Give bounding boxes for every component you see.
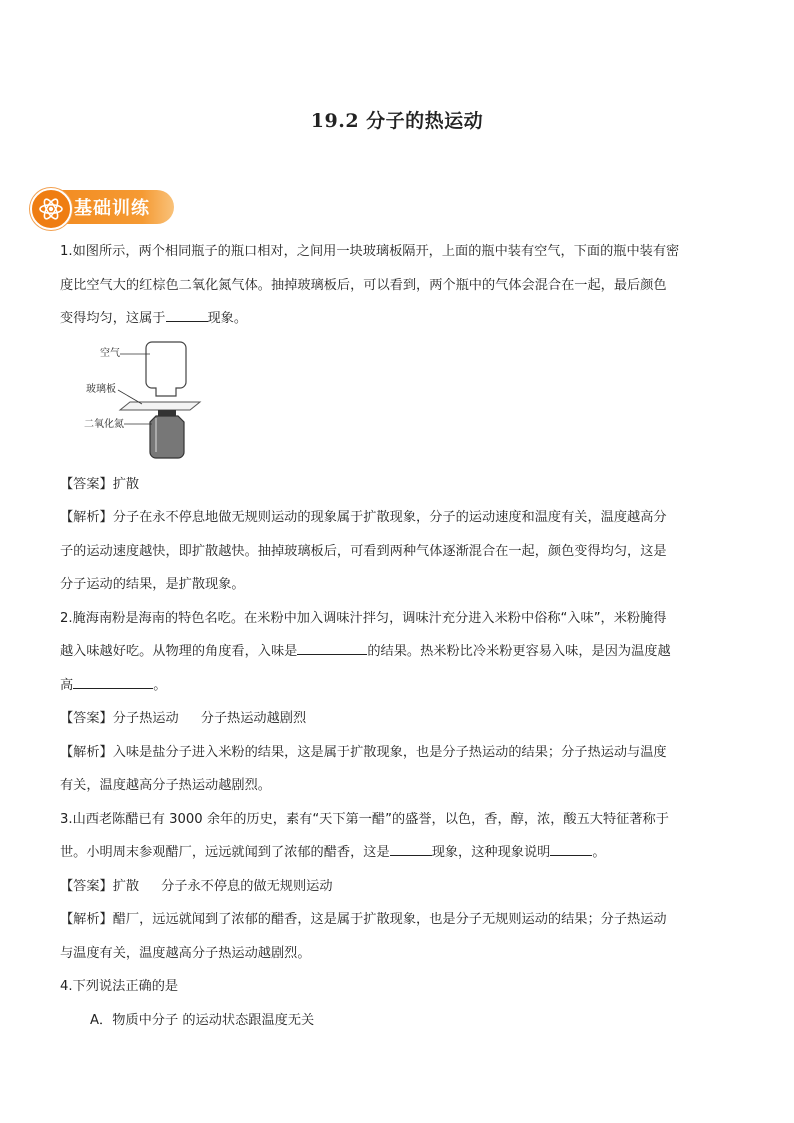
question-1-answer: 【答案】扩散 bbox=[60, 476, 140, 492]
section-banner bbox=[30, 188, 175, 228]
figure-label-no2: 二氧化氮 bbox=[84, 418, 124, 430]
question-3-line-2: 世。小明周末参观醋厂，远远就闻到了浓郁的醋香，这是 现象，这种现象说明 。 bbox=[60, 836, 730, 870]
question-3-answer: 【答案】扩散 分子永不停息的做无规则运动 bbox=[60, 878, 333, 894]
answer-blank bbox=[166, 303, 208, 322]
question-2-line-2: 越入味越好吃。从物理的角度看，入味是 的结果。热米粉比冷米粉更容易入味，是因为温度越 bbox=[60, 635, 730, 669]
question-1-analysis-3: 分子运动的结果，是扩散现象。 bbox=[60, 577, 245, 592]
section-label: 基础训练 bbox=[74, 198, 150, 219]
answer-blank bbox=[390, 837, 432, 856]
question-1-line-3: 变得均匀，这属于 现象。 bbox=[60, 302, 730, 336]
question-1-line-1: 1.如图所示，两个相同瓶子的瓶口相对，之间用一块玻璃板隔开，上面的瓶中装有空气，下面的瓶中装有密 bbox=[60, 244, 680, 259]
atom-icon bbox=[30, 188, 72, 230]
answer-blank bbox=[73, 670, 153, 689]
question-1-analysis-1: 【解析】分子在永不停息地做无规则运动的现象属于扩散现象，分子的运动速度和温度有关，温度越高分 bbox=[60, 510, 667, 525]
figure-label-air: 空气 bbox=[100, 347, 120, 359]
question-3-analysis-1: 【解析】醋厂，远远就闻到了浓郁的醋香，这是属于扩散现象，也是分子无规则运动的结果；分子热运动 bbox=[60, 912, 667, 927]
question-2-answer: 【答案】分子热运动 分子热运动越剧烈 bbox=[60, 711, 307, 726]
answer-blank bbox=[550, 837, 592, 856]
question-2-line-1: 2.腌海南粉是海南的特色名吃。在米粉中加入调味汁拌匀，调味汁充分进入米粉中俗称“入味”，米粉腌得 bbox=[60, 610, 667, 626]
question-3-analysis-2: 与温度有关，温度越高分子热运动越剧烈。 bbox=[60, 945, 311, 961]
answer-blank bbox=[297, 636, 367, 655]
bottles-figure bbox=[60, 336, 730, 468]
exercise-content bbox=[60, 235, 730, 1037]
question-1-line-2: 度比空气大的红棕色二氧化氮气体。抽掉玻璃板后，可以看到，两个瓶中的气体会混合在一起，最后颜色 bbox=[60, 277, 667, 293]
question-2-analysis-2: 有关，温度越高分子热运动越剧烈。 bbox=[60, 778, 271, 793]
question-2-analysis-1: 【解析】入味是盐分子进入米粉的结果，这是属于扩散现象，也是分子热运动的结果；分子热运动与温度 bbox=[60, 744, 667, 760]
figure-label-glass-plate: 玻璃板 bbox=[86, 383, 116, 395]
page-title: 19.2 分子的热运动 bbox=[310, 110, 484, 132]
question-4-stem: 4.下列说法正确的是 bbox=[60, 979, 179, 994]
question-1-analysis-2: 子的运动速度越快，即扩散越快。抽掉玻璃板后，可看到两种气体逐渐混合在一起，颜色变得均匀，这是 bbox=[60, 543, 667, 559]
question-4-option-a: A．物质中分子 的运动状态跟温度无关 bbox=[90, 1012, 315, 1028]
question-3-line-1: 3.山西老陈醋已有 3000 余年的历史，素有“天下第一醋”的盛誉，以色，香，醇，浓，酸五大特征著称于 bbox=[60, 811, 669, 827]
question-2-line-3: 高 。 bbox=[60, 669, 730, 703]
